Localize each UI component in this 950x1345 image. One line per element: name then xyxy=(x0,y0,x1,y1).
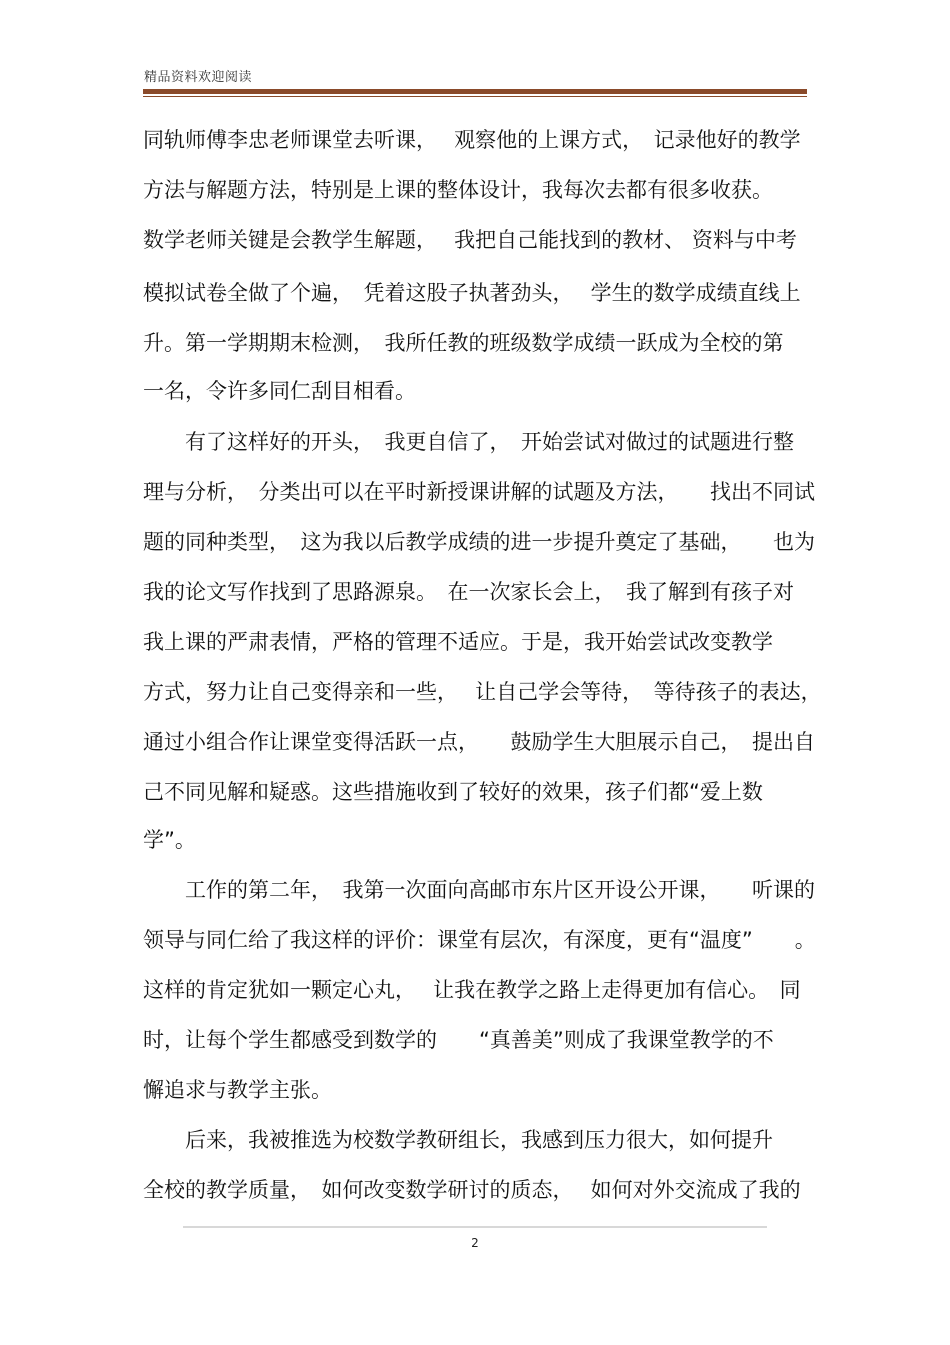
body-line: 时，让每个学生都感受到数学的 “真善美”则成了我课堂教学的不 xyxy=(143,1028,774,1052)
body-line: 后来，我被推选为校数学教研组长，我感到压力很大，如何提升 xyxy=(143,1128,773,1152)
body-line: 模拟试卷全做了个遍， 凭着这股子执著劲头， 学生的数学成绩直线上 xyxy=(143,281,801,305)
body-line: 有了这样好的开头， 我更自信了， 开始尝试对做过的试题进行整 xyxy=(143,430,794,454)
body-line: 通过小组合作让课堂变得活跃一点， 鼓励学生大胆展示自己， 提出自 xyxy=(143,730,815,754)
body-line: 我上课的严肃表情，严格的管理不适应。于是，我开始尝试改变教学 xyxy=(143,630,773,654)
body-line: 这样的肯定犹如一颗定心丸， 让我在教学之路上走得更加有信心。 同 xyxy=(143,978,801,1002)
body-line: 学”。 xyxy=(143,828,196,852)
body-line: 懈追求与教学主张。 xyxy=(143,1078,332,1102)
body-line: 领导与同仁给了我这样的评价：课堂有层次，有深度，更有“温度” 。 xyxy=(143,928,816,952)
page-number: 2 xyxy=(471,1236,479,1250)
body-line: 题的同种类型， 这为我以后教学成绩的进一步提升奠定了基础， 也为 xyxy=(143,530,815,554)
body-line: 同轨师傅李忠老师课堂去听课， 观察他的上课方式， 记录他好的教学 xyxy=(143,128,801,152)
header-divider-thin xyxy=(143,96,807,97)
body-line: 数学老师关键是会教学生解题， 我把自己能找到的教材、 资料与中考 xyxy=(143,228,797,252)
body-line: 我的论文写作找到了思路源泉。 在一次家长会上， 我了解到有孩子对 xyxy=(143,580,794,604)
body-line: 全校的教学质量， 如何改变数学研讨的质态， 如何对外交流成了我的 xyxy=(143,1178,801,1202)
header-divider-thick xyxy=(143,89,807,94)
body-line: 一名，令许多同仁刮目相看。 xyxy=(143,379,416,403)
body-line: 己不同见解和疑惑。这些措施收到了较好的效果，孩子们都“爱上数 xyxy=(143,780,763,804)
body-line: 升。第一学期期末检测， 我所任教的班级数学成绩一跃成为全校的第 xyxy=(143,331,784,355)
page-header-text: 精品资料欢迎阅读 xyxy=(144,70,253,85)
body-line: 工作的第二年， 我第一次面向高邮市东片区开设公开课， 听课的 xyxy=(143,878,815,902)
body-line: 理与分析， 分类出可以在平时新授课讲解的试题及方法， 找出不同试 xyxy=(143,480,815,504)
body-line: 方式，努力让自己变得亲和一些， 让自己学会等待， 等待孩子的表达， xyxy=(143,680,822,704)
body-line: 方法与解题方法，特别是上课的整体设计，我每次去都有很多收获。 xyxy=(143,178,773,202)
footer-divider xyxy=(183,1226,767,1228)
